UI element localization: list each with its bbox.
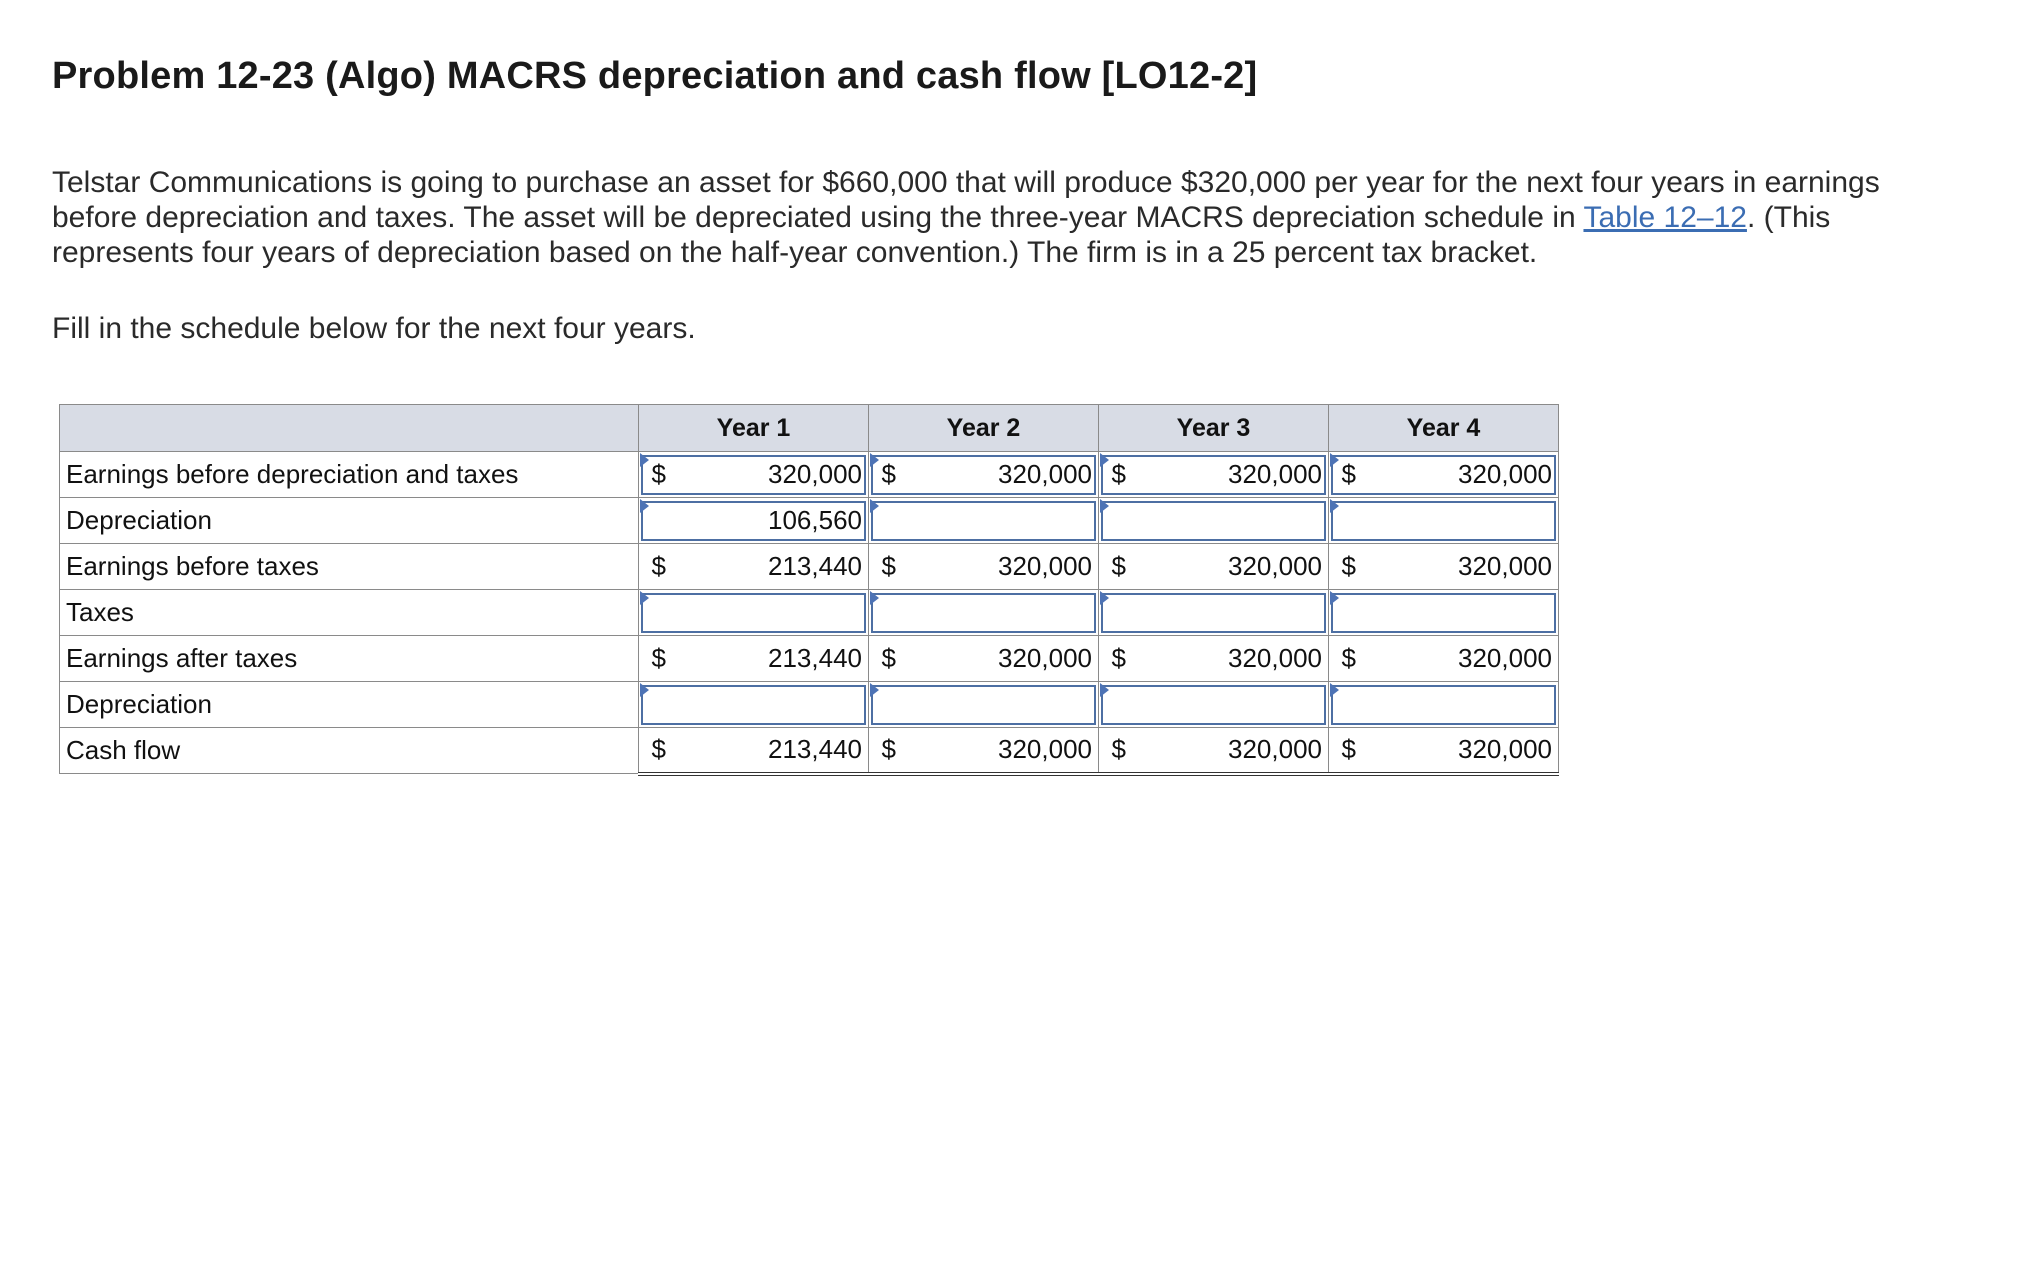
row-label: Earnings before taxes bbox=[60, 544, 639, 590]
input-marker-icon bbox=[640, 453, 649, 467]
dollar-sign: $ bbox=[1099, 544, 1139, 590]
row-label: Depreciation bbox=[60, 682, 639, 728]
value-cell-year-2[interactable] bbox=[909, 682, 1099, 728]
dollar-sign: $ bbox=[1099, 636, 1139, 682]
instruction-text: Fill in the schedule below for the next four years. bbox=[52, 312, 696, 345]
row-label: Earnings after taxes bbox=[60, 636, 639, 682]
dollar-sign: $ bbox=[1099, 728, 1139, 774]
header-year-2: Year 2 bbox=[869, 405, 1099, 452]
input-marker-icon bbox=[640, 683, 649, 697]
value-cell-year-3[interactable] bbox=[1139, 682, 1329, 728]
input-marker-icon bbox=[640, 499, 649, 513]
value-cell-year-1[interactable]: 320,000 bbox=[679, 452, 869, 498]
input-marker-icon bbox=[870, 453, 879, 467]
header-year-1: Year 1 bbox=[639, 405, 869, 452]
input-marker-icon bbox=[1330, 453, 1339, 467]
row-eat bbox=[60, 636, 1559, 682]
value-cell-year-1: 213,440 bbox=[679, 636, 869, 682]
input-marker-icon bbox=[1100, 591, 1109, 605]
value-cell-year-2[interactable]: 320,000 bbox=[909, 452, 1099, 498]
dollar-sign: $ bbox=[639, 544, 679, 590]
header-year-4: Year 4 bbox=[1329, 405, 1559, 452]
input-marker-icon bbox=[1330, 499, 1339, 513]
dollar-sign: $ bbox=[1099, 452, 1139, 498]
header-year-3: Year 3 bbox=[1099, 405, 1329, 452]
dollar-sign: $ bbox=[869, 544, 909, 590]
dollar-sign: $ bbox=[1329, 544, 1369, 590]
value-cell-year-4[interactable] bbox=[1369, 682, 1559, 728]
value-cell-year-3: 320,000 bbox=[1139, 636, 1329, 682]
value-cell-year-4[interactable] bbox=[1369, 590, 1559, 636]
value-cell-year-4: 320,000 bbox=[1369, 728, 1559, 774]
row-label: Taxes bbox=[60, 590, 639, 636]
value-cell-year-3: 320,000 bbox=[1139, 728, 1329, 774]
value-cell-year-1[interactable] bbox=[679, 682, 869, 728]
value-cell-year-4: 320,000 bbox=[1369, 544, 1559, 590]
dollar-sign: $ bbox=[869, 452, 909, 498]
row-label: Depreciation bbox=[60, 498, 639, 544]
header-blank bbox=[60, 405, 639, 452]
value-cell-year-3[interactable] bbox=[1139, 590, 1329, 636]
dollar-sign: $ bbox=[869, 636, 909, 682]
value-cell-year-4[interactable] bbox=[1369, 498, 1559, 544]
dollar-sign: $ bbox=[1329, 636, 1369, 682]
value-cell-year-2[interactable] bbox=[909, 590, 1099, 636]
dollar-sign: $ bbox=[1329, 452, 1369, 498]
input-marker-icon bbox=[870, 591, 879, 605]
row-label: Earnings before depreciation and taxes bbox=[60, 452, 639, 498]
row-label: Cash flow bbox=[60, 728, 639, 774]
problem-title: Problem 12-23 (Algo) MACRS depreciation and cash flow [LO12-2] bbox=[52, 55, 1258, 97]
value-cell-year-3[interactable] bbox=[1139, 498, 1329, 544]
input-marker-icon bbox=[1100, 499, 1109, 513]
value-cell-year-2: 320,000 bbox=[909, 728, 1099, 774]
value-cell-year-2: 320,000 bbox=[909, 544, 1099, 590]
value-cell-year-1: 213,440 bbox=[679, 544, 869, 590]
value-cell-year-1: 213,440 bbox=[679, 728, 869, 774]
description-text-end: . (This represents four years of depreciation based on the half-year convention.) The firm is in a 25 percent tax bracket. bbox=[52, 201, 1831, 269]
value-cell-year-2[interactable] bbox=[909, 498, 1099, 544]
input-marker-icon bbox=[1100, 453, 1109, 467]
value-cell-year-4: 320,000 bbox=[1369, 636, 1559, 682]
value-cell-year-4[interactable]: 320,000 bbox=[1369, 452, 1559, 498]
value-cell-year-1[interactable] bbox=[679, 590, 869, 636]
table-12-12-link[interactable]: Table 12–12 bbox=[1583, 201, 1747, 234]
value-cell-year-3[interactable]: 320,000 bbox=[1139, 452, 1329, 498]
dollar-sign: $ bbox=[1329, 728, 1369, 774]
dollar-sign: $ bbox=[869, 728, 909, 774]
value-cell-year-2: 320,000 bbox=[909, 636, 1099, 682]
header-row bbox=[60, 405, 1559, 452]
dollar-sign: $ bbox=[639, 728, 679, 774]
dollar-sign: $ bbox=[639, 452, 679, 498]
input-marker-icon bbox=[870, 499, 879, 513]
input-marker-icon bbox=[1100, 683, 1109, 697]
description-text: Telstar Communications is going to purchase an asset for $660,000 that will produce $320,000 per year for the next four years in earnings before depreciation and taxes. The asset will be depreciated using the three-year MACRS depreciation schedule in bbox=[52, 166, 1880, 234]
input-marker-icon bbox=[640, 591, 649, 605]
dollar-sign: $ bbox=[639, 636, 679, 682]
value-cell-year-3: 320,000 bbox=[1139, 544, 1329, 590]
value-cell-year-1[interactable]: 106,560 bbox=[679, 498, 869, 544]
problem-description bbox=[52, 165, 1972, 270]
input-marker-icon bbox=[1330, 683, 1339, 697]
row-cash-flow bbox=[60, 728, 1559, 774]
input-marker-icon bbox=[870, 683, 879, 697]
row-ebt bbox=[60, 544, 1559, 590]
input-marker-icon bbox=[1330, 591, 1339, 605]
